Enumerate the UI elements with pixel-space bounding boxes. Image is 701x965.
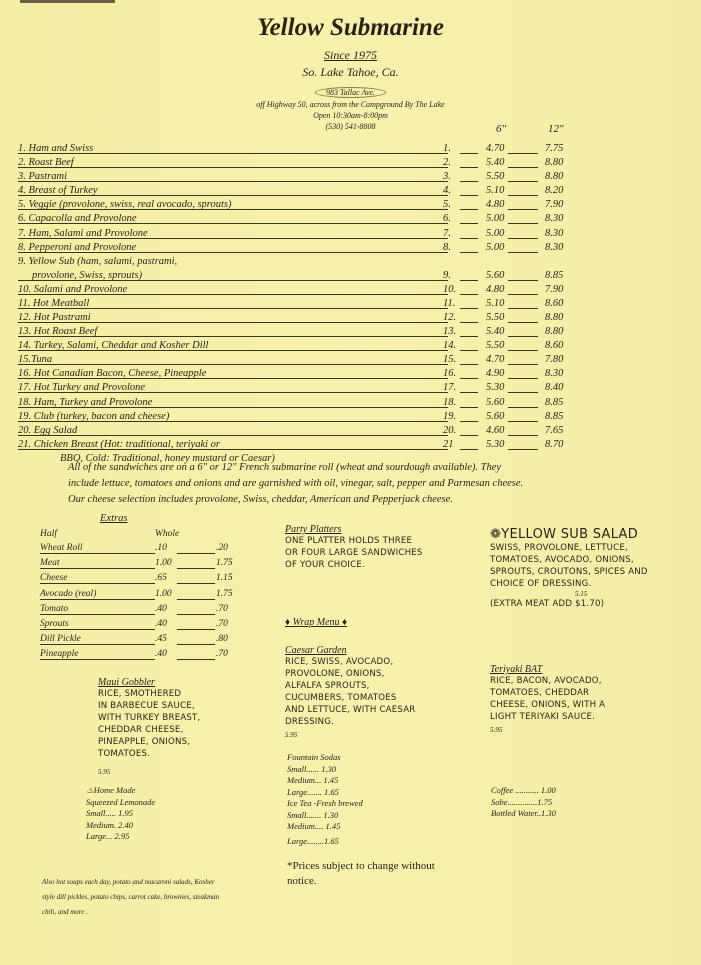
leader-line [177,553,215,554]
price-6-inch: 5.60 [486,410,505,422]
leader-line [508,421,538,422]
sandwich-name: 21. Chicken Breast (Hot: traditional, teriyaki or BBQ, Cold: Traditional, honey mustard or Caesar) [18,438,275,464]
drink-price: Coffee ........... 1.00 [491,785,556,795]
leader-line [18,181,448,182]
tea-price: Small....... 1.30 [287,809,339,820]
price-6-inch: 5.00 [486,227,505,239]
sandwich-name: 2. Roast Beef [18,157,74,169]
platter-line: OF YOUR CHOICE. [285,560,365,570]
sandwich-row [18,227,578,241]
wrap-line: RICE, SWISS, AVOCADO, [285,657,394,667]
wrap-line: CUCUMBERS, TOMATOES [285,693,397,703]
scan-edge [20,0,115,3]
price-6-inch: 5.00 [486,241,505,253]
also-line: Also hot soups each day, potato and macaroni salads, Kosher [42,878,215,886]
price-12-inch: 8.30 [545,241,564,253]
leader-line [460,322,478,323]
sandwich-row [18,156,578,170]
leader-line [460,238,478,239]
price-6-inch: 4.70 [486,143,505,154]
prices-note-line: *Prices subject to change without [287,860,435,872]
leader-line [508,238,538,239]
sandwich-row [18,255,578,283]
leader-line [460,195,478,196]
also-available-note [42,875,219,920]
price-12-inch: 8.80 [545,157,564,169]
sandwich-number: 7. [443,227,451,239]
sandwich-row [18,381,578,395]
sandwich-name: 15.Tuna [18,354,53,366]
half-label: Half [40,529,57,539]
extra-half-price: .65 [155,573,167,584]
leader-line [460,364,478,365]
price-12-inch: 8.85 [545,396,564,408]
extra-name: Tomato [40,603,69,614]
sandwich-name: 11. Hot Meatball [18,297,90,309]
lemonade-section [86,785,155,843]
price-6-inch: 5.50 [486,340,505,352]
price-12-inch: 8.85 [545,269,564,281]
sandwich-number: 13. [443,326,457,338]
price-12-inch: 7.65 [545,424,564,436]
leader-line [177,568,215,569]
leader-line [18,167,448,168]
price-6-inch: 5.30 [486,382,505,394]
extras-row [40,589,240,603]
extra-half-price: 1.00 [155,558,172,569]
price-6-inch: 5.10 [486,297,505,309]
leader-line [40,614,155,615]
price-6-inch: 4.60 [486,424,505,436]
salad-section [490,527,648,610]
sandwich-name: 17. Hot Turkey and Provolone [18,382,146,394]
also-line: style dill pickles, potato chips, carrot cake, brownies, steakman [42,893,220,901]
salad-line: TOMATOES, AVOCADO, ONIONS, [490,555,634,565]
sandwich-row [18,424,578,438]
sandwich-number: 16. [443,368,457,380]
size-6-header: 6" [496,123,507,135]
sandwich-list [18,142,578,464]
extra-whole-price: 1.75 [216,588,233,599]
salad-title: ❁YELLOW SUB SALAD [490,527,639,542]
leader-line [508,364,538,365]
extra-half-price: 1.00 [155,588,172,599]
price-12-inch: 7.80 [545,354,564,366]
leader-line [508,378,538,379]
leader-line [460,252,478,253]
sandwich-row [18,142,578,156]
leader-line [508,308,538,309]
lemonade-price: Medium. 2.40 [86,819,133,830]
extra-half-price: .45 [155,634,167,645]
sandwich-note [68,460,668,508]
leader-line [460,167,478,168]
since-year: Since 1975 [324,48,377,62]
restaurant-title: Yellow Submarine [257,14,444,41]
sandwich-row [18,410,578,424]
other-drinks [491,785,556,820]
salad-line: CHOICE OF DRESSING. [490,579,592,589]
leader-line [460,407,478,408]
extra-name: Meat [40,558,60,569]
leader-line [460,350,478,351]
sandwich-row [18,311,578,325]
extras-title: Extras [100,513,128,524]
star-icon: ❁ [490,527,502,542]
drink-price: Bottled Water..1.30 [491,808,556,818]
leader-line [40,629,155,630]
wrap-line: PINEAPPLE, ONIONS, [98,737,191,747]
leader-line [508,435,538,436]
leader-line [460,181,478,182]
wrap-name: Maui Gobbler [98,677,155,688]
sandwich-row [18,325,578,339]
sandwich-row [18,283,578,297]
also-line: chili, and more . [42,908,88,916]
leader-line [508,209,538,210]
price-6-inch: 5.40 [486,326,505,338]
wrap-line: ALFALFA SPROUTS, [285,681,370,691]
lemonade-price: Large... 2.95 [86,831,130,841]
prices-subject-note [287,859,435,889]
leader-line [177,659,215,660]
price-6-inch: 4.80 [486,283,505,295]
sandwich-row [18,212,578,226]
leader-line [177,583,215,584]
sandwich-number: 10. [443,283,457,295]
leader-line [508,336,538,337]
sandwich-name: 20. Egg Salad [18,424,78,436]
price-6-inch: 5.00 [486,213,505,225]
sandwich-row [18,297,578,311]
platter-line: OR FOUR LARGE SANDWICHES [285,548,423,558]
leader-line [460,153,478,154]
leader-line [177,599,215,600]
leader-line [18,364,448,365]
price-12-inch: 8.20 [545,185,564,197]
wrap-teriyaki-bat [490,664,605,734]
sandwich-name: 4. Breast of Turkey [18,185,98,197]
leader-line [460,209,478,210]
extra-half-price: .40 [155,649,167,660]
leader-line [460,392,478,393]
price-6-inch: 5.50 [486,171,505,183]
leader-line [508,153,538,154]
wrap-line: CHEESE, ONIONS, WITH A [490,700,606,710]
sandwich-name: 13. Hot Roast Beef [18,326,98,338]
price-6-inch: 4.70 [486,354,505,366]
price-12-inch: 8.80 [545,311,564,323]
price-12-inch: 8.80 [545,171,564,183]
extra-name: Wheat Roll [40,543,83,553]
leader-line [508,252,538,253]
sandwich-name: 18. Ham, Turkey and Provolone [18,396,153,408]
sandwich-row [18,367,578,381]
leader-line [460,378,478,379]
salad-line: SWISS, PROVOLONE, LETTUCE, [490,543,628,553]
leader-line [460,435,478,436]
address: 983 Tallac Ave. [315,87,386,98]
sandwich-number: 3. [443,171,451,183]
sandwich-number: 5. [443,199,451,211]
wrap-line: LIGHT TERIYAKI SAUCE. [490,712,596,722]
price-6-inch: 4.90 [486,368,505,380]
leader-line [508,350,538,351]
extra-name: Sprouts [40,619,69,629]
wrap-price: 5.95 [490,726,503,734]
sandwich-row [18,198,578,212]
wrap-line: DRESSING. [285,717,335,727]
sandwich-name: 6. Capacolla and Provolone [18,213,137,225]
leader-line [18,435,448,436]
wrap-price: 5.95 [98,768,111,776]
price-12-inch: 8.30 [545,368,564,380]
price-6-inch: 5.30 [486,438,505,450]
price-12-inch: 7.75 [545,143,564,154]
leader-line [508,322,538,323]
wrap-name: Caesar Garden [285,645,347,656]
leader-line [460,336,478,337]
fountain-sodas [287,752,363,847]
directions: off Highway 50, across from the Campground By The Lake [256,100,445,109]
extras-row [40,649,240,663]
wrap-price: 5.95 [285,731,298,739]
leader-line [508,294,538,295]
extra-name: Dill Pickle [40,634,81,645]
drink-price: Sobe..............1.75 [491,796,553,807]
leader-line [40,553,155,554]
sandwich-name: 9. Yellow Sub (ham, salami, pastrami, provolone, Swiss, sprouts) [18,255,178,281]
fountain-price: Large....... 1.65 [287,786,339,797]
sandwich-number: 15. [443,354,457,366]
price-12-inch: 8.60 [545,340,564,352]
sandwich-row [18,353,578,367]
sandwich-name: 19. Club (turkey, bacon and cheese) [18,410,170,422]
leader-line [460,294,478,295]
wrap-line: WITH TURKEY BREAST, [98,713,201,723]
extra-name: Avocado (real) [40,588,97,599]
sandwich-row [18,396,578,410]
wrap-line: TOMATOES. [98,749,151,759]
party-platters [285,524,423,571]
leader-line [40,568,155,569]
leader-line [40,583,155,584]
sandwich-name: 16. Hot Canadian Bacon, Cheese, Pineapple [18,368,207,380]
leader-line [177,629,215,630]
sandwich-number: 12. [443,311,457,323]
leader-line [508,167,538,168]
wrap-menu-title [285,617,347,628]
extra-whole-price: .80 [216,634,228,645]
sandwich-name: 12. Hot Pastrami [18,311,91,323]
extras-row [40,619,240,633]
salad-price: 5.15 [575,590,588,598]
note-line: include lettuce, tomatoes and onions and are garnished with oil, vinegar, salt, pepper and Parmesan cheese. [68,478,524,489]
lemon-icon: ♨ [86,785,94,795]
sandwich-number: 2. [443,157,451,169]
leader-line [460,421,478,422]
price-6-inch: 5.60 [486,269,505,281]
sandwich-name: 5. Veggie (provolone, swiss, real avocado, sprouts) [18,199,232,211]
leader-line [460,308,478,309]
extra-half-price: .40 [155,603,167,614]
hours: Open 10:30am-8:00pm [313,111,388,120]
wrap-name: Teriyaki BAT [490,664,543,675]
leader-line [508,195,538,196]
extra-whole-price: .70 [216,649,228,660]
phone: (530) 541-8808 [325,122,376,131]
sandwich-name: 8. Pepperoni and Provolone [18,241,137,253]
fountain-title: Fountain Sodas [287,752,341,762]
wrap-line: AND LETTUCE, WITH CAESAR [285,705,416,715]
sandwich-name: 14. Turkey, Salami, Cheddar and Kosher Dill [18,340,209,352]
sandwich-name: 10. Salami and Provolone [18,283,128,295]
wrap-menu-heading: ♦ Wrap Menu ♦ [285,617,348,628]
platter-line: ONE PLATTER HOLDS THREE [285,536,413,546]
sandwich-number: 6. [443,213,451,225]
price-6-inch: 5.60 [486,396,505,408]
extra-half-price: .40 [155,619,167,629]
lemonade-price: Small..... 1.95 [86,808,133,818]
leader-line [508,280,538,281]
party-platters-title: Party Platters [285,524,342,535]
sandwich-number: 20. [443,424,457,436]
salad-extra: (EXTRA MEAT ADD $1.70) [490,599,605,609]
tea-price: Large........1.65 [287,835,339,846]
wrap-line: PROVOLONE, ONIONS, [285,669,385,679]
leader-line [40,659,155,660]
extras-row [40,634,240,648]
sandwich-row [18,170,578,184]
sandwich-number: 4. [443,185,451,197]
tea-price: Medium.... 1.45 [287,821,341,831]
price-12-inch: 8.60 [545,297,564,309]
sandwich-row [18,241,578,255]
price-6-inch: 5.50 [486,311,505,323]
salad-line: SPROUTS, CROUTONS, SPICES AND [490,567,648,577]
price-6-inch: 5.40 [486,157,505,169]
price-12-inch: 7.90 [545,283,564,295]
price-6-inch: 4.80 [486,199,505,211]
menu-header [0,12,701,132]
leader-line [508,181,538,182]
extras-row [40,543,240,557]
sandwich-name: 3. Pastrami [18,171,68,183]
leader-line [508,223,538,224]
sandwich-name: 1. Ham and Swiss [18,143,94,154]
extra-name: Cheese [40,573,68,584]
leader-line [460,449,478,450]
sandwich-number: 17. [443,382,457,394]
sandwich-name: 7. Ham, Salami and Provolone [18,227,148,239]
wrap-line: TOMATOES, CHEDDAR [490,688,590,698]
extras-row [40,573,240,587]
price-12-inch: 8.85 [545,410,564,422]
price-6-inch: 5.10 [486,185,505,197]
fountain-price: Small...... 1.30 [287,763,337,774]
leader-line [40,644,155,645]
sandwich-number: 19. [443,410,457,422]
extras-row [40,558,240,572]
extra-whole-price: 1.15 [216,573,233,584]
leader-line [460,280,478,281]
note-line: Our cheese selection includes provolone, Swiss, cheddar, American and Pepperjack cheese. [68,494,453,505]
extra-half-price: .10 [155,543,167,553]
size-12-header: 12" [548,123,564,135]
wrap-line: IN BARBECUE SAUCE, [98,701,195,711]
sandwich-number: 18. [443,396,457,408]
leader-line [508,407,538,408]
sandwich-number: 11. [443,297,456,309]
wrap-line: CHEDDAR CHEESE, [98,725,184,735]
extra-whole-price: .20 [216,543,228,553]
wrap-maui-gobbler [98,677,200,776]
extra-whole-price: .70 [216,603,228,614]
leader-line [508,392,538,393]
sandwich-number: 14. [443,340,457,352]
sandwich-number: 1. [443,143,451,154]
leader-line [508,449,538,450]
extra-whole-price: 1.75 [216,558,233,569]
price-12-inch: 7.90 [545,199,564,211]
leader-line [40,599,155,600]
lemonade-subtitle: Squeezed Lemonade [86,796,156,807]
sandwich-number: 8. [443,241,451,253]
fountain-price: Medium... 1.45 [287,775,339,785]
wrap-caesar-garden [285,645,415,739]
leader-line [177,644,215,645]
tea-title: Ice Tea -Fresh brewed [287,798,363,808]
sandwich-row [18,339,578,353]
city: So. Lake Tahoe, Ca. [302,65,399,79]
price-12-inch: 8.70 [545,438,564,450]
extra-whole-price: .70 [216,619,228,629]
extras-row [40,604,240,618]
price-12-inch: 8.30 [545,213,564,225]
sandwich-number: 9. [443,269,451,281]
leader-line [460,223,478,224]
wrap-line: RICE, BACON, AVOCADO, [490,676,602,686]
whole-label: Whole [155,529,180,539]
note-line: All of the sandwiches are on a 6" or 12" French submarine roll (wheat and sourdough available). They [68,462,502,473]
sandwich-row [18,184,578,198]
extra-name: Pineapple [40,649,79,660]
price-12-inch: 8.80 [545,326,564,338]
prices-note-line: notice. [287,875,317,887]
leader-line [177,614,215,615]
sandwich-number: 21 [443,438,454,450]
wrap-line: RICE, SMOTHERED [98,689,182,699]
lemonade-title: ♨Home Made [86,785,136,795]
price-12-inch: 8.30 [545,227,564,239]
price-12-inch: 8.40 [545,382,564,394]
